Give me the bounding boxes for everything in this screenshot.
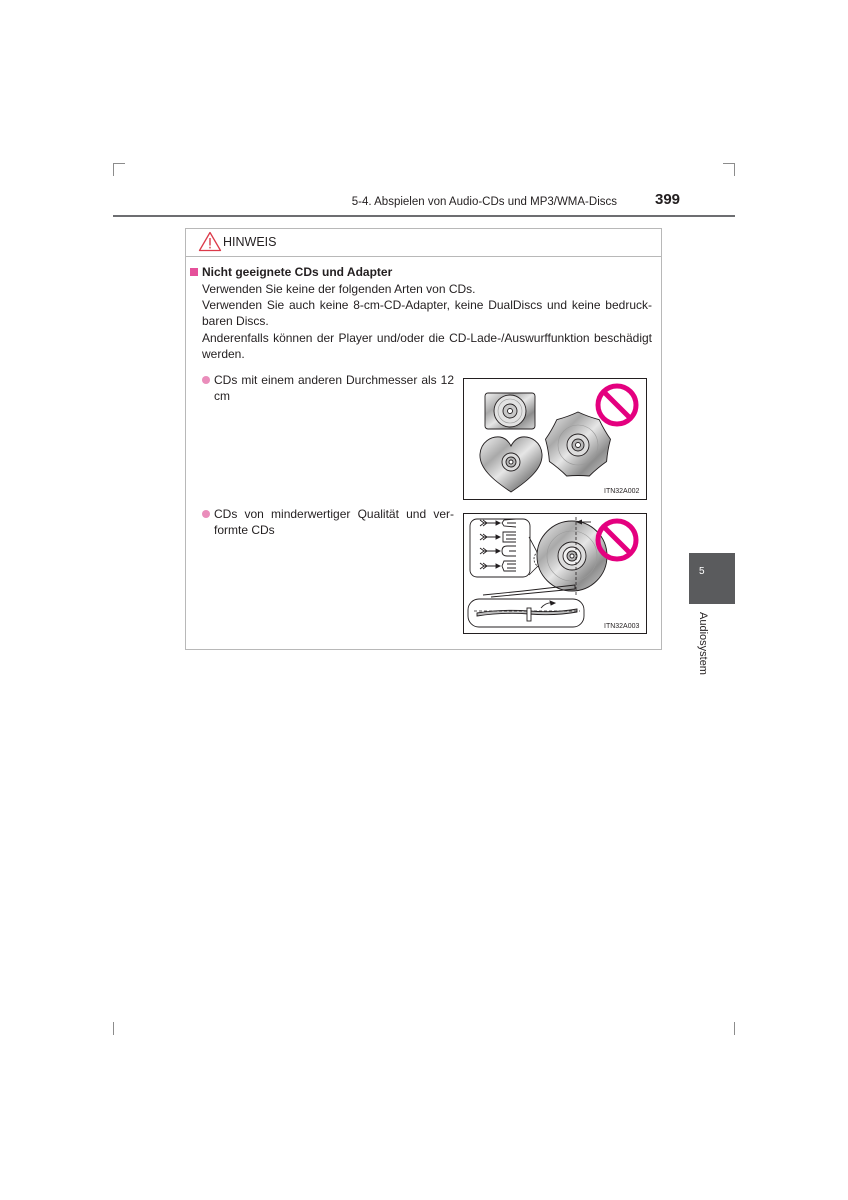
notice-title: HINWEIS [223,235,277,249]
list-item [214,372,454,404]
warning-icon [198,231,222,252]
figure-label: ITN32A003 [604,623,640,630]
notice-heading: Nicht geeignete CDs und Adapter [202,265,393,279]
chapter-title: Audiosystem [697,612,709,675]
list-item [214,506,454,538]
crop-mark-top-left-h [113,163,125,164]
section-title: 5-4. Abspielen von Audio-CDs und MP3/WMA-Discs [351,196,617,208]
list-item-line: cm [214,389,230,403]
crop-mark-top-right-h [723,163,735,164]
square-cd-illustration [485,393,535,429]
notice-body [202,281,652,362]
body-line: Verwenden Sie auch keine 8-cm-CD-Adapter, keine DualDiscs und keine bedruck- [202,298,652,313]
list-item-line: formte CDs [214,523,275,537]
page-number: 399 [655,191,681,208]
chapter-number: 5 [699,566,705,577]
header-rule [113,215,735,217]
body-line: werden. [202,346,245,361]
figure-label: ITN32A002 [604,488,640,495]
body-line: Verwenden Sie keine der folgenden Arten von CDs. [202,282,476,296]
chapter-tab [689,553,735,604]
crop-mark-top-left-v [113,163,114,176]
crop-mark-top-right-v [734,163,735,176]
figure-damaged-warped-cds [463,513,647,634]
heading-marker-icon [190,268,198,276]
crop-mark-bottom-right [734,1022,735,1035]
disc-edge-profiles [470,519,530,577]
list-item-line: CDs mit einem anderen Durchmesser als 12 [214,373,454,387]
bullet-icon [202,510,210,518]
bullet-icon [202,376,210,384]
body-line: baren Discs. [202,314,269,329]
figure-odd-shaped-cds [463,378,647,500]
crop-mark-bottom-left [113,1022,114,1035]
body-line: Anderenfalls können der Player und/oder die CD-Lade-/Auswurffunktion beschädigt [202,330,652,345]
list-item-line: CDs von minderwertiger Qualität und ver- [214,507,454,521]
notice-header [186,229,661,257]
